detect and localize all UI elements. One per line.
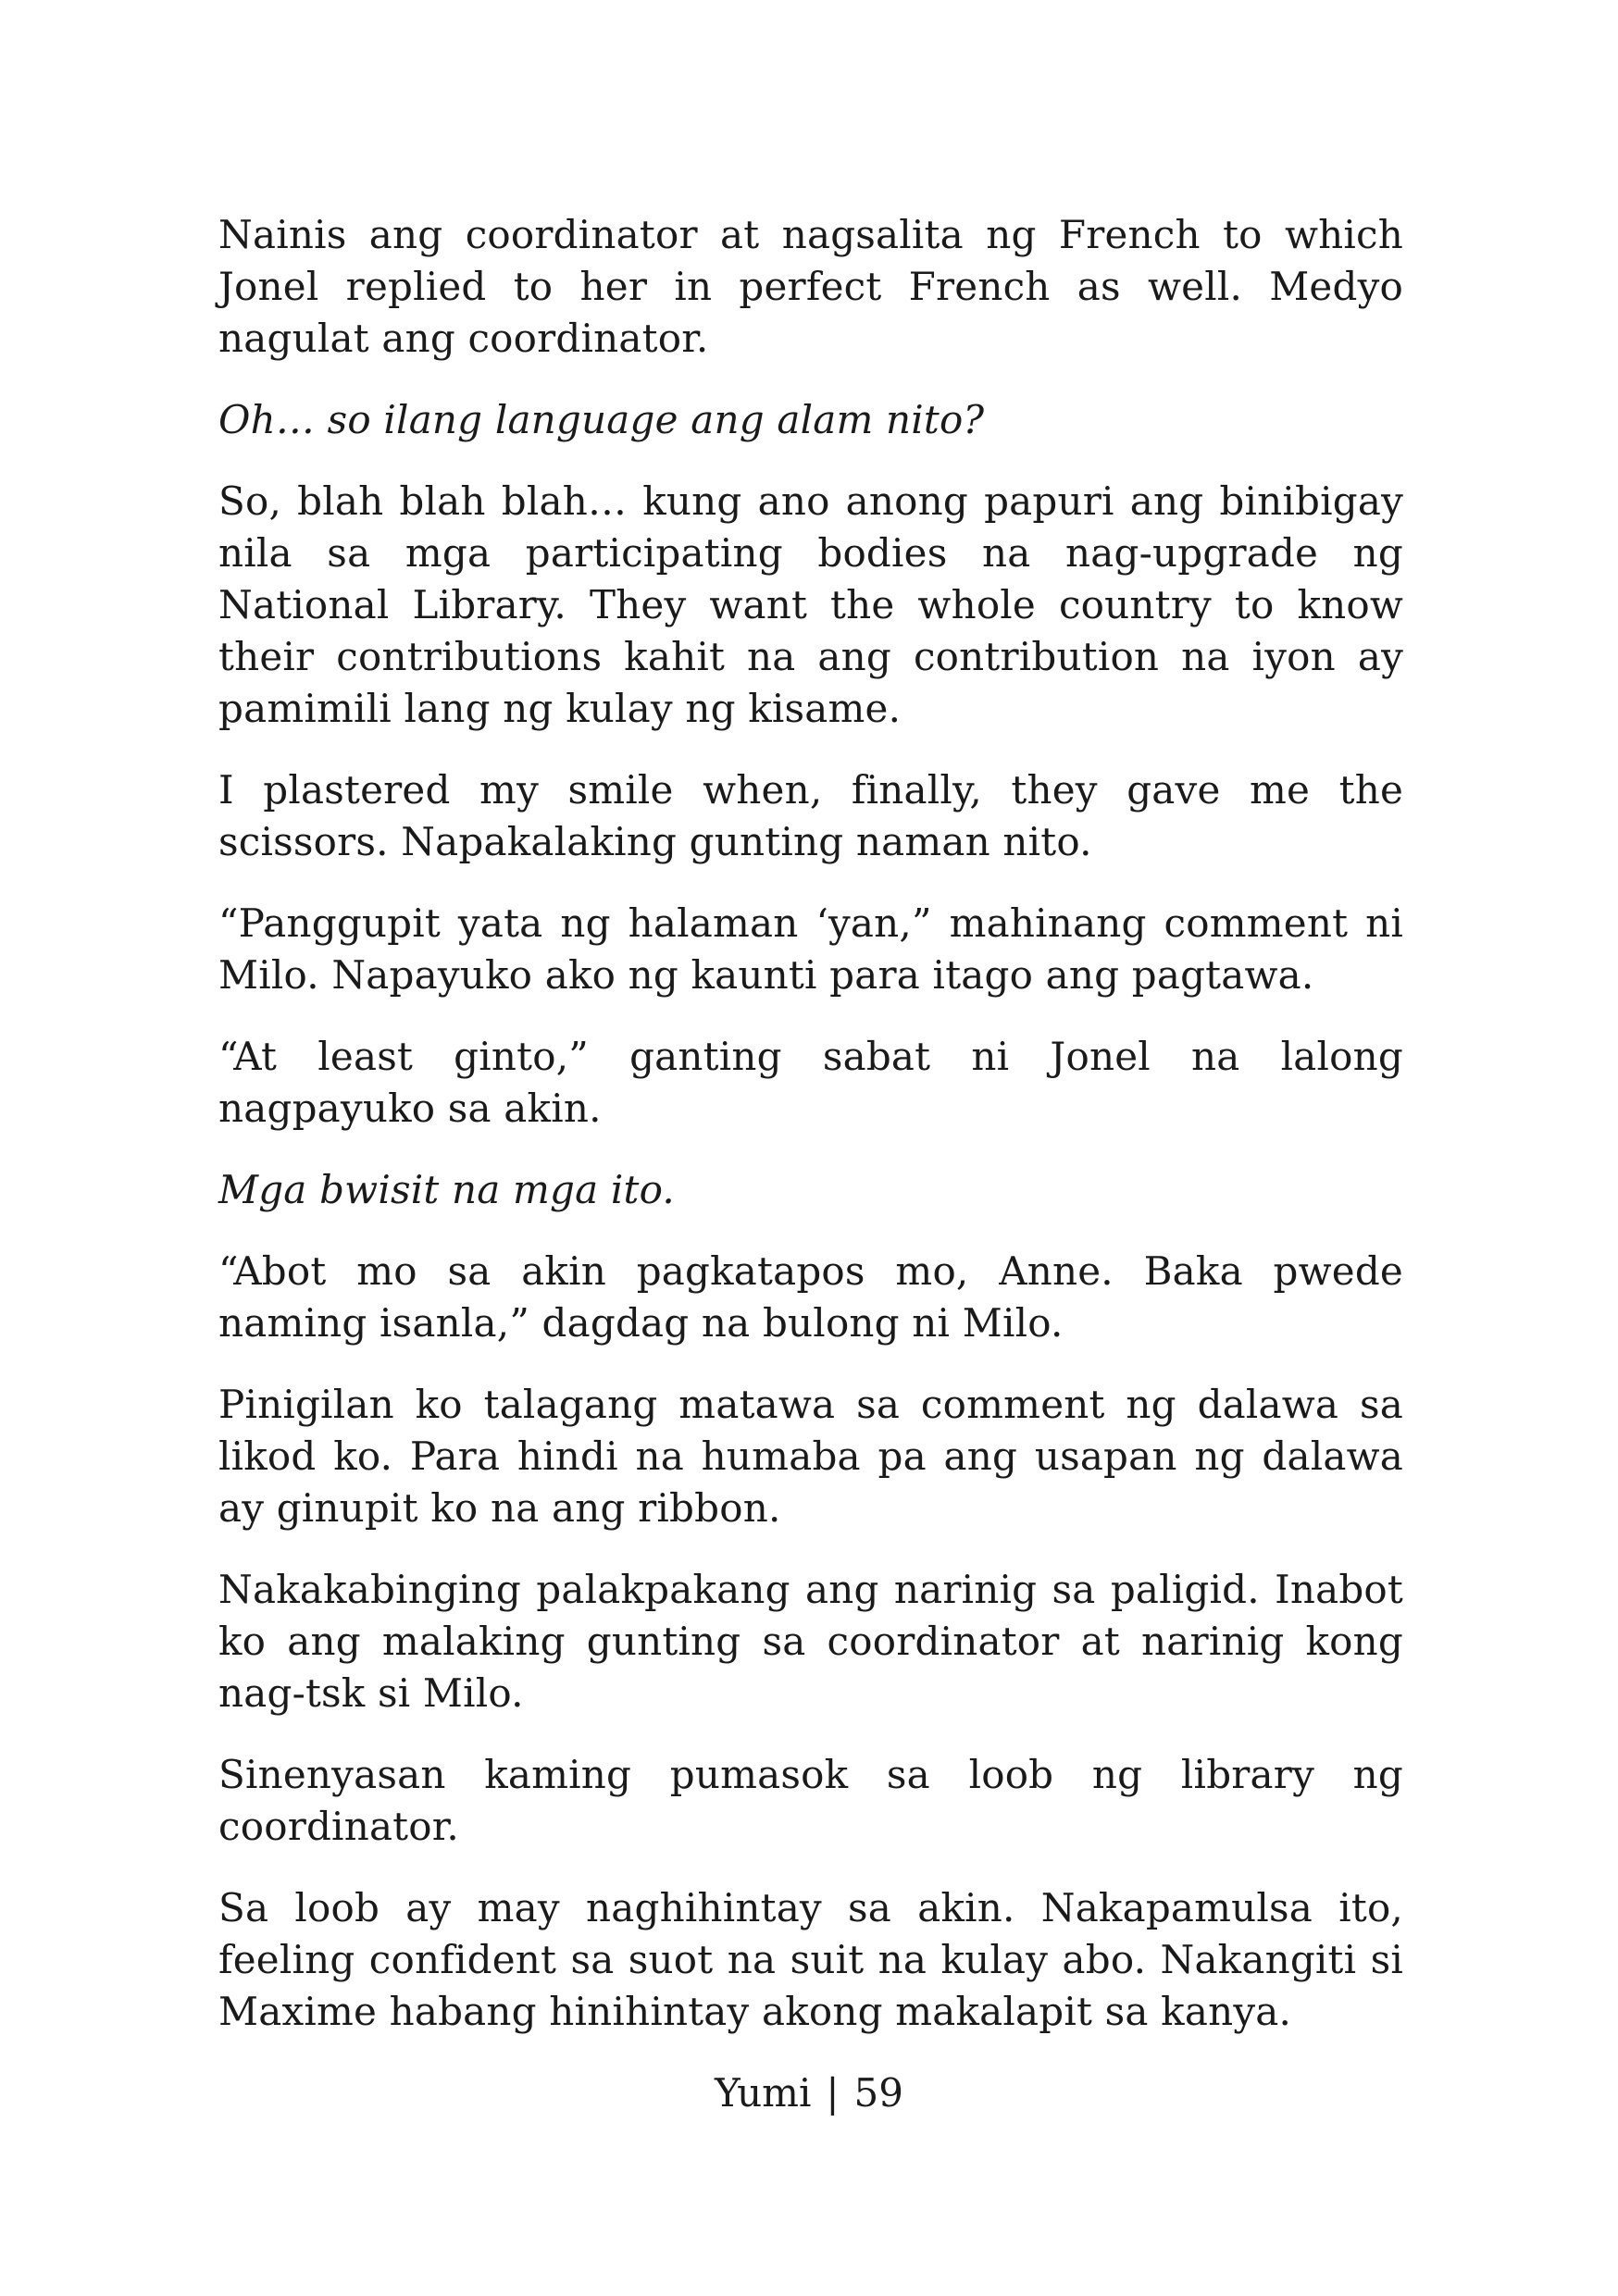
paragraph-12: Sa loob ay may naghihintay sa akin. Nakapamulsa ito, feeling confident sa suot na suit na kulay abo. Nakangiti si Maxime habang hinihintay akong makalapit sa kanya. (218, 1885, 1403, 2034)
paragraph-4: I plastered my smile when, finally, they gave me the scissors. Napakalaking gunting naman nito. (218, 767, 1403, 864)
paragraph-7: Mga bwisit na mga ito. (218, 1167, 675, 1212)
paragraph-11: Sinenyasan kaming pumasok sa loob ng library ng coordinator. (218, 1752, 1403, 1849)
page-footer (0, 2067, 1618, 2119)
paragraph-8: “Abot mo sa akin pagkatapos mo, Anne. Baka pwede naming isanla,” dagdag na bulong ni Milo. (218, 1248, 1403, 1346)
book-title: Yumi (715, 2070, 812, 2116)
paragraph-10: Nakakabinging palakpakang ang narinig sa paligid. Inabot ko ang malaking gunting sa coordinator at narinig kong nag-tsk si Milo. (218, 1567, 1403, 1716)
paragraph-6: “At least ginto,” ganting sabat ni Jonel na lalong nagpayuko sa akin. (218, 1034, 1403, 1131)
paragraph-1: Nainis ang coordinator at nagsalita ng French to which Jonel replied to her in perfect French as well. Medyo nagulat ang coordinator. (218, 212, 1403, 361)
paragraph-9: Pinigilan ko talagang matawa sa comment ng dalawa sa likod ko. Para hindi na humaba pa ang usapan ng dalawa ay ginupit ko na ang ribbon. (218, 1382, 1403, 1531)
page-body (218, 209, 1403, 2067)
page-number: 59 (853, 2070, 903, 2116)
footer-separator: | (826, 2070, 840, 2116)
paragraph-2: Oh… so ilang language ang alam nito? (218, 397, 985, 442)
paragraph-3: So, blah blah blah… kung ano anong papuri ang binibigay nila sa mga participating bodies na nag-upgrade ng National Library. They want the whole country to know their contributions kahit na ang contribution na iyon ay pamimili lang ng kulay ng kisame. (218, 478, 1403, 731)
paragraph-5: “Panggupit yata ng halaman ‘yan,” mahinang comment ni Milo. Napayuko ako ng kaunti para itago ang pagtawa. (218, 900, 1403, 998)
